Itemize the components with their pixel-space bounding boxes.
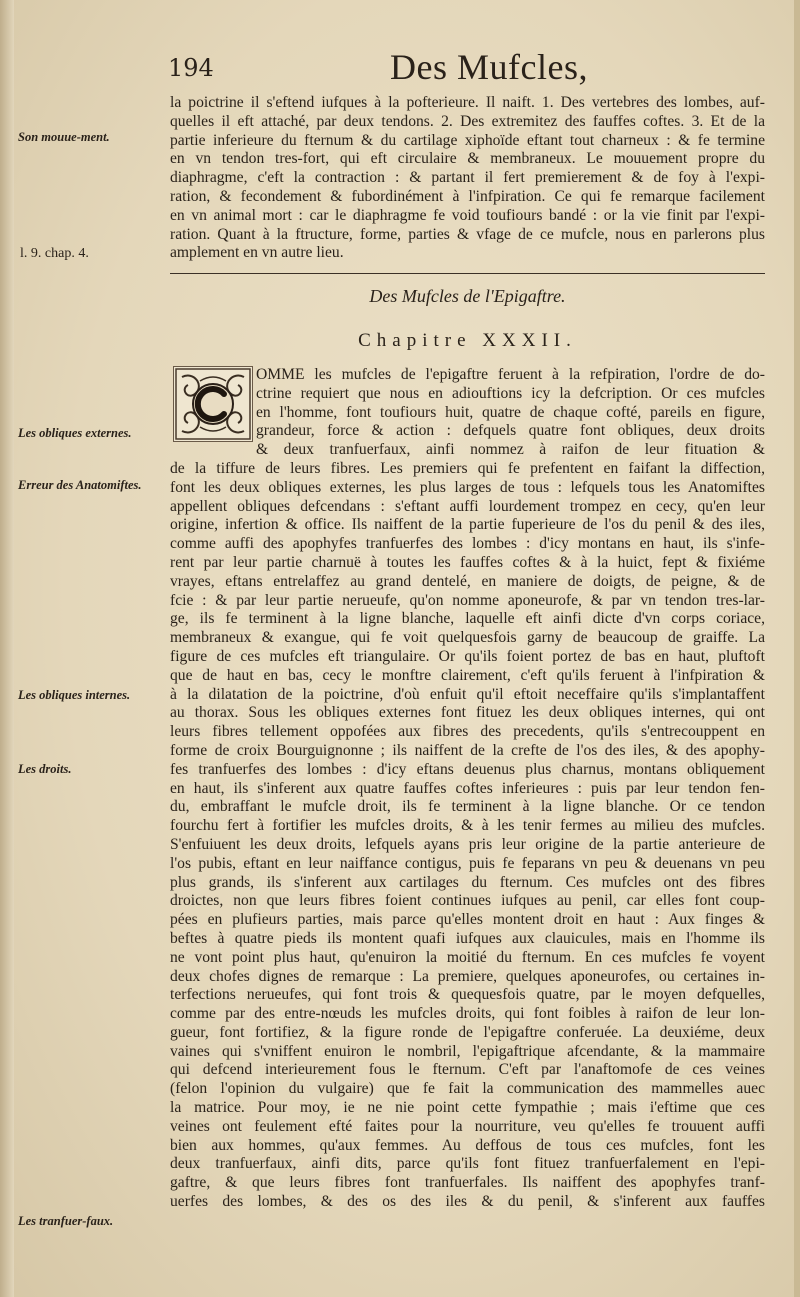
text-line: partie inferieure du fternum & du cartilage xiphoïde eftant tout charneux : & fe termine bbox=[170, 131, 765, 149]
text-line: du, embraffant le mufcle droit, ils fe terminent à la ligne blanche. Or ce tendon bbox=[170, 798, 765, 816]
text-line: deux chofes dignes de remarque : La premiere, quelques aponeurofes, ou certaines in- bbox=[170, 967, 765, 985]
text-line: ctrine requiert que nous en adiouftions icy la defcription. Or ces mufcles bbox=[256, 384, 765, 402]
text-line: droictes, non que leurs fibres foient continues iufques au penil, car elles font coup- bbox=[170, 892, 765, 910]
text-line: S'enfuiuent les deux droits, lefquels ayans pris leur origine de la partie anterieure de bbox=[170, 835, 765, 853]
text-line: & deux tranfuerfaux, ainfi nommez à raifon de leur fituation & bbox=[256, 441, 765, 459]
text-line: fcie : & par leur partie nerueufe, qu'on nomme aponeurofe, & par vn tendon tres-lar- bbox=[170, 591, 765, 609]
page-spine-shadow bbox=[0, 0, 14, 1297]
page-number: 194 bbox=[168, 54, 214, 82]
margin-note-droits: Les droits. bbox=[18, 762, 72, 776]
margin-note-transversaux: Les tranfuer-faux. bbox=[18, 1214, 114, 1228]
text-line: fourchu fert à fortifier les mufcles droits, & à les tenir fermes au milieu des mufcles. bbox=[170, 817, 765, 835]
text-line: membraneux & exangue, qui fe voit quelquesfois garny de beaucoup de graiffe. La bbox=[170, 629, 765, 647]
text-line: vrayes, eftans entrelaffez au grand dentelé, en maniere de doigts, de peigne, & de bbox=[170, 572, 765, 590]
text-line: vaines qui s'vniffent enuiron le nombril, l'epigaftrique afcendante, & la mammaire bbox=[170, 1042, 765, 1060]
text-line: ration. Quant à la ftructure, forme, parties & vfage de ce mufcle, nous en parlerons plus bbox=[170, 225, 765, 243]
text-line: origine, infertion & office. Ils naiffent de la partie fuperieure de l'os du penil & des iles, bbox=[170, 516, 765, 534]
text-line: bien aux hommes, qu'aux femmes. Au deffous de tous ces mufcles, font les bbox=[170, 1136, 765, 1154]
text-line: fes tranfuerfes des lombes : d'icy eftans deuenus plus charnus, montans obliquement bbox=[170, 760, 765, 778]
text-line: figure de ces mufcles eft triangulaire. Or qu'ils foient portez de bas en haut, pluftoft bbox=[170, 647, 765, 665]
text-line: ne vont point plus haut, qu'enuiron la moitié du fternum. En ces mufcles fe voyent bbox=[170, 948, 765, 966]
text-line: grandeur, force & action : defquels quatre font obliques, deux droits bbox=[256, 422, 765, 440]
text-line: à la dilatation de la poictrine, d'où enfuit qu'il eftoit neceffaire qu'ils s'implantaffent bbox=[170, 685, 765, 703]
margin-note-obliques-externes: Les obliques externes. bbox=[18, 426, 132, 440]
text-line: en l'homme, font toufiours huit, quatre de chaque cofté, pareils en figure, bbox=[256, 403, 765, 421]
text-line: en haut, ils s'inferent aux quatre fauffes coftes inferieures : puis par leur tendon fen- bbox=[170, 779, 765, 797]
section-divider-rule bbox=[170, 273, 765, 274]
text-line: au thorax. Sous les obliques externes font fituez les deux obliques internes, qui ont bbox=[170, 704, 765, 722]
text-line: quelles il eft attaché, par deux tendons. 2. Des extremitez des fauffes coftes. 3. Et de la bbox=[170, 112, 765, 130]
text-line: rent par leur partie charnuë à toutes les fauffes coftes & à la huict, fept & fixiéme bbox=[170, 553, 765, 571]
text-line: gaftre, & que leurs fibres font tranfuerfales. Ils naiffent des apophyfes tranf- bbox=[170, 1174, 765, 1192]
text-line: gueur, font fortifiez, & la figure ronde de l'epigaftre conferuée. La deuxiéme, deux bbox=[170, 1023, 765, 1041]
text-line: deux tranfuerfaux, ainfi dits, parce qu'ils font fituez tranfuerfalement en l'epi- bbox=[170, 1155, 765, 1173]
running-title: Des Mufcles, bbox=[390, 47, 588, 87]
margin-note-obliques-internes: Les obliques internes. bbox=[18, 688, 131, 702]
text-line: qui defcend interieurement fous le fternum. C'eft par l'anaftomofe de ces veines bbox=[170, 1061, 765, 1079]
text-line: uerfes des lombes, & des os des iles & du penil, & s'inferent aux fauffes bbox=[170, 1193, 765, 1211]
text-line: beftes à quatre pieds ils montent quafi iufques aux clauicules, mais en l'homme ils bbox=[170, 929, 765, 947]
text-line: l'os pubis, eftant en leur naiffance contigus, puis fe feparans vn peu & deuenans vn peu bbox=[170, 854, 765, 872]
text-line: ration, & fecondement & fubordinément à l'infpiration. Ce qui fe remarque facilement bbox=[170, 187, 765, 205]
margin-chapter-reference: l. 9. chap. 4. bbox=[20, 246, 89, 261]
text-block-epigastre bbox=[170, 366, 765, 1212]
text-line: leurs fibres tellement oppofées aux fibres des precedents, qu'ils s'entrecouppent en bbox=[170, 723, 765, 741]
text-line: forme de croix Bourguignonne ; ils naiffent de la crefte de l'os des iles, & des apophy- bbox=[170, 741, 765, 759]
text-line: terfections nerueufes, qui font trois & quequesfois quatre, par le moyen defquelles, bbox=[170, 986, 765, 1004]
page-header bbox=[160, 47, 770, 96]
text-line: ge, ils fe terminent à la ligne blanche, laquelle eft ainfi dicte d'vn corps coriace, bbox=[170, 610, 765, 628]
text-line: la matrice. Pour moy, ie ne nie point cette fympathie ; mais i'eftime que ces bbox=[170, 1099, 765, 1117]
text-line: la poictrine il s'eftend iufques à la pofterieure. Il naift. 1. Des vertebres des lombes, auf- bbox=[170, 94, 765, 111]
margin-note-mouvement: Son mouue-ment. bbox=[18, 130, 110, 144]
section-title: Des Mufcles de l'Epigaftre. bbox=[369, 286, 566, 306]
margin-note-erreur-anatomistes: Erreur des Anatomiftes. bbox=[18, 478, 142, 492]
page-right-edge bbox=[794, 0, 800, 1297]
text-line: que de haut en bas, cecy le monftre clairement, c'eft qu'ils feruent à l'infpiration & bbox=[170, 666, 765, 684]
text-line: de la tiffure de leurs fibres. Les premiers qui fe prefentent en faifant la diffection, bbox=[170, 459, 765, 477]
text-line: amplement en vn autre lieu. bbox=[170, 244, 344, 262]
text-line: font les deux obliques externes, les plus larges de tous : lefquels tous les Anatomiftes bbox=[170, 478, 765, 496]
text-line: comme par des entre-nœuds les mufcles droits, qui font foibles à raifon de leur lon- bbox=[170, 1005, 765, 1023]
text-line: (felon l'opinion du vulgaire) que fe fait la communication des mammelles auec bbox=[170, 1080, 765, 1098]
text-line: comme auffi des apophyfes tranfuerfes des lombes : d'icy montans en haut, ils s'infe- bbox=[170, 535, 765, 553]
text-line: veines ont feulement efté faites pour la nourriture, veu qu'elles fe trouuent auffi bbox=[170, 1117, 765, 1135]
text-block-diaphragm bbox=[170, 94, 765, 263]
text-line: OMME les mufcles de l'epigaftre feruent à la refpiration, l'ordre de do- bbox=[256, 366, 765, 383]
text-line: appellent obliques defcendans : s'eftant auffi lourdement trompez en cecy, qu'en leur bbox=[170, 497, 765, 515]
text-line: pées en plufieurs parties, mais parce qu'elles montent droit en haut : Aux finges & bbox=[170, 911, 765, 929]
text-line: en vn tendon tres-fort, qui eft circulaire & membraneux. Le mouuement propre du bbox=[170, 150, 765, 168]
text-line: plus grands, ils s'inferent aux cartilages du fternum. Ces mufcles ont des fibres bbox=[170, 873, 765, 891]
chapter-heading: Chapitre XXXII. bbox=[358, 330, 577, 351]
text-line: en vn animal mort : car le diaphragme fe void toufiours bandé : or la vie finit par l'expi- bbox=[170, 206, 765, 224]
text-line: diaphragme, c'eft la contraction : & partant il fert premierement & de foy à l'expi- bbox=[170, 169, 765, 187]
